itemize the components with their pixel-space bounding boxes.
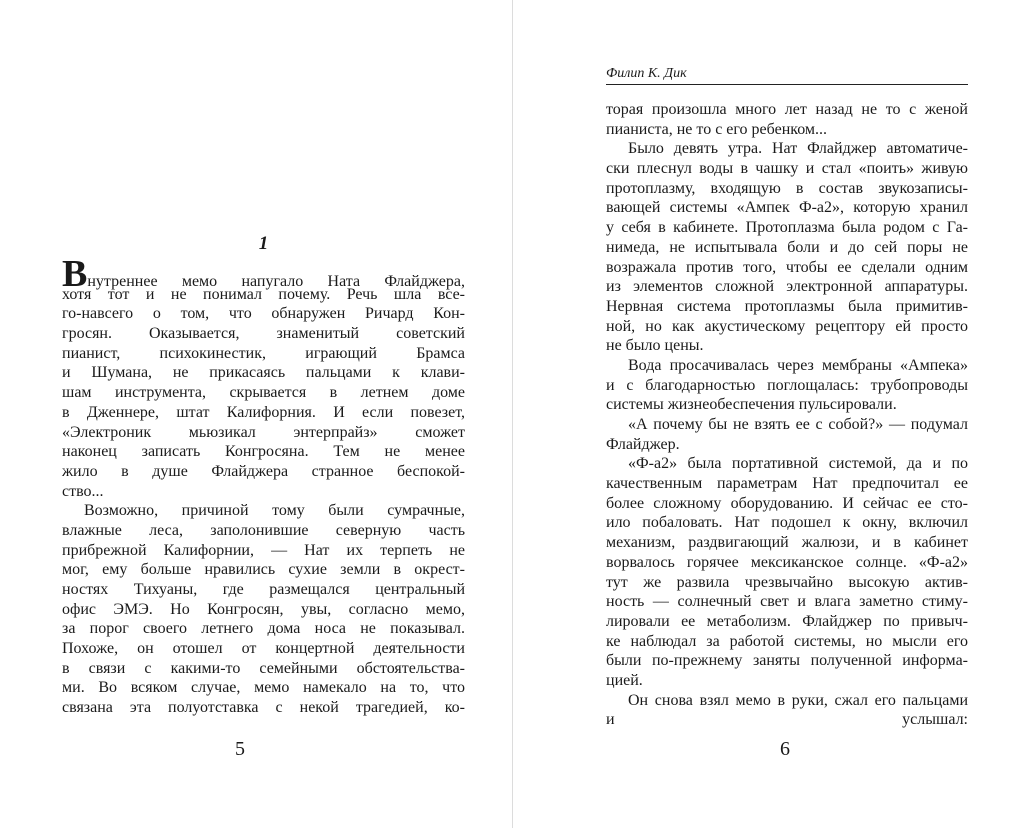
right-page: [513, 0, 1028, 828]
right-page-body: [606, 100, 968, 730]
line-text: ность — солнечный свет и влага заметно стиму-: [606, 593, 968, 611]
text-line: [62, 344, 465, 364]
text-line: [62, 304, 465, 324]
text-line: [62, 541, 465, 561]
text-line: [62, 678, 465, 698]
text-line: [62, 639, 465, 659]
text-line: [606, 632, 968, 652]
line-text: в связи с какими-то семейными обстоятельства-: [62, 659, 465, 677]
text-line: [606, 513, 968, 533]
text-line: [606, 671, 968, 691]
text-line: [606, 139, 968, 159]
text-line: [62, 580, 465, 600]
page-number-right: 6: [780, 738, 790, 760]
paragraph: [62, 501, 465, 718]
line-text: ворвалось горячее мексиканское солнце. «Ф-а2»: [606, 553, 968, 571]
paragraph: [606, 139, 968, 356]
line-text: «Электроник мьюзикал энтерпрайз» сможет: [62, 423, 465, 441]
text-line: [62, 698, 465, 718]
line-text: Возможно, причиной тому были сумрачные,: [84, 502, 465, 520]
line-text: шам инструмента, скрывается в летнем доме: [62, 384, 465, 402]
text-line: [606, 120, 968, 140]
line-text: Вода просачивалась через мембраны «Ампека»: [628, 356, 968, 374]
text-line: [606, 474, 968, 494]
line-text: го-навсего о том, что обнаружен Ричард Кон-: [62, 305, 465, 323]
line-text: и услышал:: [606, 711, 968, 729]
line-text: Нервная система протоплазмы была примитив-: [606, 297, 968, 315]
text-line: [606, 494, 968, 514]
text-line: [62, 560, 465, 580]
text-line: [62, 462, 465, 482]
line-text: вающей системы «Ампек Ф-а2», которую хранил: [606, 199, 968, 217]
text-line: [606, 258, 968, 278]
line-text: прибрежной Калифорнии, — Нат их терпеть не: [62, 541, 465, 559]
line-text: жило в душе Флайджера странное беспокой-: [62, 462, 465, 480]
running-head-author: Филип К. Дик: [606, 66, 687, 81]
text-line: [62, 285, 465, 305]
text-line: [62, 501, 465, 521]
line-text: лировали ее метаболизм. Флайджер по привыч-: [606, 612, 968, 630]
line-text: Было девять утра. Нат Флайджер автоматиче-: [628, 140, 968, 158]
line-text: ке наблюдал за работой системы, но мысли его: [606, 632, 968, 650]
line-text: за порог своего летнего дома носа не показывал.: [62, 620, 465, 638]
text-line: [606, 573, 968, 593]
line-text: у себя в кабинете. Протоплазма была родом с Га-: [606, 219, 968, 237]
line-text: тут же развила чрезвычайно высокую актив-: [606, 573, 968, 591]
line-text: связана эта полуотставка с некой трагедией, ко-: [62, 699, 465, 717]
text-line: [62, 482, 465, 502]
text-line: [606, 592, 968, 612]
line-text: ностях Тихуаны, где размещался центральный: [62, 581, 465, 598]
text-line: [606, 710, 968, 730]
line-text: ной, но как акустическому рецептору ей просто: [606, 317, 968, 335]
line-text: из элементов сложной электронной аппаратуры.: [606, 278, 968, 296]
text-line: [606, 179, 968, 199]
line-text: ство...: [62, 482, 104, 500]
text-line: [62, 619, 465, 639]
left-page: [0, 0, 512, 828]
text-line: [606, 454, 968, 474]
line-text: мог, ему больше нравились сухие земли в окрест-: [62, 561, 465, 579]
line-text: офис ЭМЭ. Но Конгросян, увы, согласно мемо,: [62, 600, 465, 618]
header-rule: [606, 84, 968, 85]
line-text: Похоже, он отошел от концертной деятельности: [62, 640, 465, 658]
text-line: [606, 317, 968, 337]
line-text: гросян. Оказывается, знаменитый советский: [62, 325, 465, 343]
text-line: [606, 553, 968, 573]
chapter-number: 1: [258, 233, 269, 254]
line-text: нутреннее мемо напугало Ната Флайджера,: [87, 273, 465, 290]
line-text: цией.: [606, 671, 643, 689]
line-text: хотя тот и не понимал почему. Речь шла все-: [62, 285, 465, 303]
text-line: [606, 691, 968, 711]
text-line: [606, 651, 968, 671]
text-line: [606, 297, 968, 317]
text-line: [606, 612, 968, 632]
line-text: в Дженнере, штат Калифорния. И если повезет,: [62, 403, 465, 421]
text-line: [606, 198, 968, 218]
drop-cap: В: [62, 253, 88, 295]
line-text: механизм, раздвигающий жалюзи, и в кабинет: [606, 534, 968, 552]
line-text: Флайджер.: [606, 435, 680, 453]
text-line: [606, 435, 968, 455]
text-line: [62, 324, 465, 344]
line-text: пианист, психокинестик, играющий Брамса: [62, 344, 465, 362]
text-line: [62, 383, 465, 403]
text-line: [606, 218, 968, 238]
line-text: наконец записать Конгросяна. Тем не менее: [62, 443, 465, 461]
line-text: и с благодарностью поглощалась: трубопроводы: [606, 376, 968, 394]
line-text: торая произошла много лет назад не то с женой: [606, 101, 968, 118]
line-text: «Ф-а2» была портативной системой, да и по: [628, 455, 968, 473]
text-line: [62, 659, 465, 679]
line-text: Он снова взял мемо в руки, сжал его пальцами: [628, 691, 968, 709]
line-text: ило побаловать. Нат подошел к окну, включил: [606, 514, 968, 532]
line-text: влажные леса, заполонившие северную часть: [62, 521, 465, 539]
text-line: [62, 403, 465, 423]
line-text: более сложному оборудованию. И сейчас ее сто-: [606, 494, 968, 512]
text-line: [606, 356, 968, 376]
text-line: [606, 336, 968, 356]
paragraph: [606, 691, 968, 730]
text-line: [606, 238, 968, 258]
line-text: «А почему бы не взять ее с собой?» — подумал: [628, 416, 968, 433]
page-number-left: 5: [235, 738, 245, 760]
text-line: [62, 423, 465, 443]
text-line: [606, 415, 968, 435]
paragraph: [606, 356, 968, 415]
line-text: системы жизнеобеспечения пульсировали.: [606, 396, 897, 414]
paragraph: [606, 415, 968, 454]
line-text: возражала против того, чтобы ее сделали одним: [606, 258, 968, 276]
line-text: ми. Во всяком случае, мемо намекало на то, что: [62, 679, 465, 697]
line-text: не было цены.: [606, 337, 704, 355]
line-text: качественным параметрам Нат предпочитал ее: [606, 475, 968, 493]
text-line: [606, 277, 968, 297]
line-text: ски плеснул воды в чашку и стал «поить» живую: [606, 160, 968, 178]
text-line: [62, 600, 465, 620]
text-line: [606, 100, 968, 120]
text-line: [606, 376, 968, 396]
text-line: [62, 521, 465, 541]
text-line: [62, 363, 465, 383]
text-line: [62, 442, 465, 462]
paragraph: [606, 100, 968, 139]
line-text: нимеда, не испытывала боли и до сей поры не: [606, 238, 968, 256]
line-text: были по-прежнему заняты полученной информа-: [606, 652, 968, 670]
line-text: и Шумана, не прикасаясь пальцами к клави-: [62, 364, 465, 382]
paragraph: [606, 454, 968, 690]
left-page-body: [62, 253, 465, 718]
line-text: пианиста, не то с его ребенком...: [606, 120, 828, 138]
line-text: протоплазму, входящую в состав звукозаписы-: [606, 179, 968, 197]
text-line: [606, 395, 968, 415]
text-line: [606, 533, 968, 553]
paragraph: [62, 253, 465, 501]
text-line: [606, 159, 968, 179]
